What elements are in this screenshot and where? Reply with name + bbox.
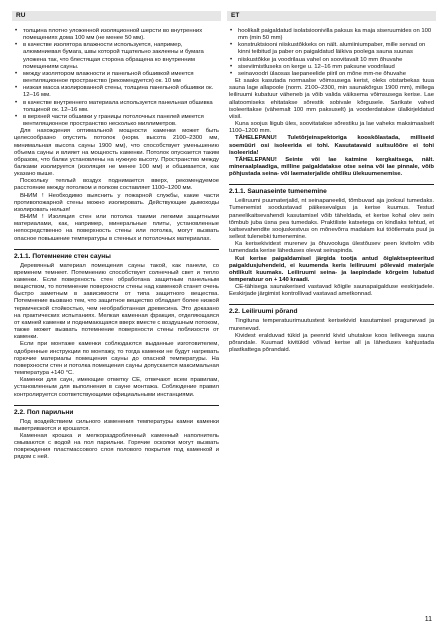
paragraph: Leiliruumi puumaterjalid, nt seinapaneelid, tõmbuvad aja jooksul tumedaks. Tumenemist soodustavad päikesevalgus ja kerise kuumus. Testud paneelikaitsevahendi kasutamisel võib täheldada, et kerise kohal olev sein tõmbub juba üsna pea tumedaks. Praktiliste katsetega on kindlaks tehtud, et kaitsevahendite soojuskestvus on mõnevõrra madalam kui töötlemata puul ja sellest tulenebki tumenemine. (229, 198, 434, 241)
warning-paragraph: TÄHELEPANU! Seinte või lae katmine kergkaitsega, nält. mineraalplaadiga, milline paigaldatakse otse seina või lae pinnale, võib põhjustada seina- või laematerjalide ohtliku ülekuumenemise. (229, 156, 434, 178)
section-divider (229, 184, 434, 185)
estonian-column (229, 28, 434, 354)
section-heading: 2.1.1. Saunaseinte tumenemine (229, 188, 327, 196)
list-item: • konstruktsiooni niiskustõkkeks on nält. alumiiniumpaber, mille servad on kinni teibitud ja paber on paigaldatud läikiva poolega sauna suunas (238, 42, 434, 56)
paragraph: Каменки для саун, имеющие отметку CE, отвечают всем правилам, установленным для выполнения в сауне монтажа. Соблюдение правил контролируется соответствующими официальными инстанциями. (14, 377, 219, 398)
list-item: • толщина плотно уложенной изоляционной шерсти во внутренних помещениях дома 100 мм (не менее 50 мм). (23, 28, 219, 42)
list-item: • seinavoodri ülaosas laepaneelide piiril on mõne mm-ne õhuvahe (238, 71, 434, 78)
section-heading: 2.2. Пол парильни (14, 408, 74, 416)
paragraph: CE-tähisega saunakerised vastavad kõigile saunapaigalduse eeskirjadele. Eeskirjade järgimist kontrollivad vastavad ametkonnad. (229, 284, 434, 298)
page-number: 11 (424, 616, 432, 623)
paragraph: Под воздействием сильного изменения температуры камни каменки выветриваются и крошатся. (14, 418, 219, 432)
paragraph: Tingituna temperatuurimuutustest kerisekivid kasutamisel pragunevad ja murenevad. (229, 318, 434, 332)
list-item: • в верхней части обшивки у границы потолочных панелей имеется вентиляционное пространство несколько миллиметров. (23, 114, 219, 128)
list-item: • в качестве изолятора влажности используется, например, алюминиевая бумага, швы которой тщательно заклеены и бумага уложена так, что блестящая сторона обращена ко внутренним помещениям сауны. (23, 42, 219, 71)
language-tag-et: ET (227, 11, 436, 21)
russian-column (14, 28, 219, 462)
section-divider (14, 249, 219, 250)
language-tag-ru: RU (12, 11, 221, 21)
paragraph: Et saaks kasutada normaalse võimsusega kerist, oleks otstarbekas tuua sauna lage allapoole (norm. 2100–2300, min saunakõrgus 1900 mm), millega leiliruumi kubatuur väheneb ja võib valida väiksema võimsusega kerise. Lae allatoomiseks ehitatakse sõrestik sobivale kõrgusele. Sarikate vahed isoleeritakse (vähemalt 100 mm paksuselt) ja vooderdatakse ülalkirjeldatud viisil. (229, 78, 434, 120)
paragraph: Деревянный материал помещения сауны такой, как панели, со временем темнеет. Потемнению способствует солнечный свет и тепло каменки. Если поверхность стен обработана защитным панельным веществом, то потемнение поверхности стены над каменкой станет очень быстро заметным в зависимости от типа защитного вещества. Потемнение вызвано тем, что защитное вещество обладает более низкой термической стойкостью, чем необработанная древесина. Это доказано на практических испытаниях. Мелкая каменная фракция, отделяющаяся от камней каменки и поднимающаяся вверх вместе с воздушным потоком, также может вызвать потемнение поверхности стены поблизости от каменки. (14, 262, 219, 341)
paragraph: Kividest eralduvad tükid ja peenrid kivid uhutakse koos leiliveega sauna põrandale. Kuumad kivitükid võivad kerise all ja läheduses kahjustada plastkattega põrandaid. (229, 332, 434, 354)
section-heading: 2.2. Leiliruumi põrand (229, 308, 298, 316)
list-item: • в качестве внутреннего материала используется панельная обшивка толщиной ок. 12–16 мм. (23, 100, 219, 114)
ru-bullet-list (14, 28, 219, 128)
section-heading: 2.1.1. Потемнение стен сауны (14, 252, 111, 260)
paragraph-bold: Kui kerise paigaldamisel järgida tootja antud õiglaktsepteeritud paigaldusjuhendeid, ei kuumenda keris leiliruumi põlevaid materjale ohtlikult kuumaks. Leiliruumi seina- ja laepindade kõrgeim lubatud temperatuur on + 140 kraadi. (229, 255, 434, 283)
section-divider (229, 304, 434, 305)
list-item: • siseviimistluseks on kerge u. 12–16 mm paksune voodrilaud (238, 64, 434, 71)
warning-paragraph: TÄHELEPANU! Tuletõrjeinspektoriga kooskõlastada, milliseid soemüüri osi isoleerida ei tohi. Kasutatavaid suitsulõõre ei tohi isoleerida! (229, 135, 434, 156)
paragraph: Для нахождения оптимальной мощности каменки может быть целесообразно опустить потолок (норм. высота 2100–2300 мм, минимальная высота сауны 1900 мм), что способствует уменьшению объема сауны и влияет на мощность каменки. Потолок опускается таким образом, что балки установлены на нужную высоту. Пространство между балками изолируется (изоляция не менее 100 мм) и обшивается, как указано выше. (14, 128, 219, 178)
list-item: • низкая масса изолированной стены, толщина панельной обшивки ок. 12–16 мм. (23, 85, 219, 99)
paragraph: Kuna soojus liigub üles, soovitatakse sõrestiku ja lae vaheks maksimaalselt 1100–1200 mm. (229, 121, 434, 135)
paragraph: Если при монтаже каменки соблюдаются выданные изготовителем, одобренные инструкции по монтажу, то тогда каменки не будут нагревать горючие материалы помещения сауны до опасной температуры. На поверхности стен и потолка помещения сауны допускается максимальная температура +140 °C. (14, 341, 219, 377)
list-item: • hoolikalt paigaldatud isolatsioonivilla paksus ka maja siseruumides on 100 mm (min 50 mm) (238, 28, 434, 42)
paragraph: Каменная крошка и мелкораздробленный каменный наполнитель смываются с водой на пол парильни. Горячие осколки могут вызвать повреждения пластмассового слоя полового покрытия под каменкой и рядом с ней. (14, 432, 219, 461)
section-divider (14, 405, 219, 406)
paragraph: Поскольку теплый воздух поднимается вверх, рекомендуемое расстояние между потолком и полком составляет 1100–1200 мм. (14, 178, 219, 192)
list-item: • между изолятором влажности и панельной обшивкой имеется вентиляционное пространство (рекомендуется) ок. 10 мм (23, 71, 219, 85)
warning-paragraph: ВНИМ ! Изоляция стен или потолка такими легкими защитными материалами, как, например, минеральные плиты, установленные непосредственно на поверхность стены или потолка, могут вызвать опасное повышение температуры в стенных и потолочных материалах. (14, 214, 219, 242)
et-bullet-list (229, 28, 434, 78)
warning-paragraph: ВНИМ ! Необходимо выяснить у пожарной службы, какие части противопожарной стены можно изолировать. Действующие дымоходы изолировать нельзя! (14, 192, 219, 213)
list-item: • niiskustõkke ja voodrilaua vahel on soovitavalt 10 mm õhuvahe (238, 57, 434, 64)
paragraph: Ka kerisekividest murenev ja õhuvooluga ülestõusev peen kivitolm võib tumendada kerise läheduses olevat seinapinda. (229, 241, 434, 255)
